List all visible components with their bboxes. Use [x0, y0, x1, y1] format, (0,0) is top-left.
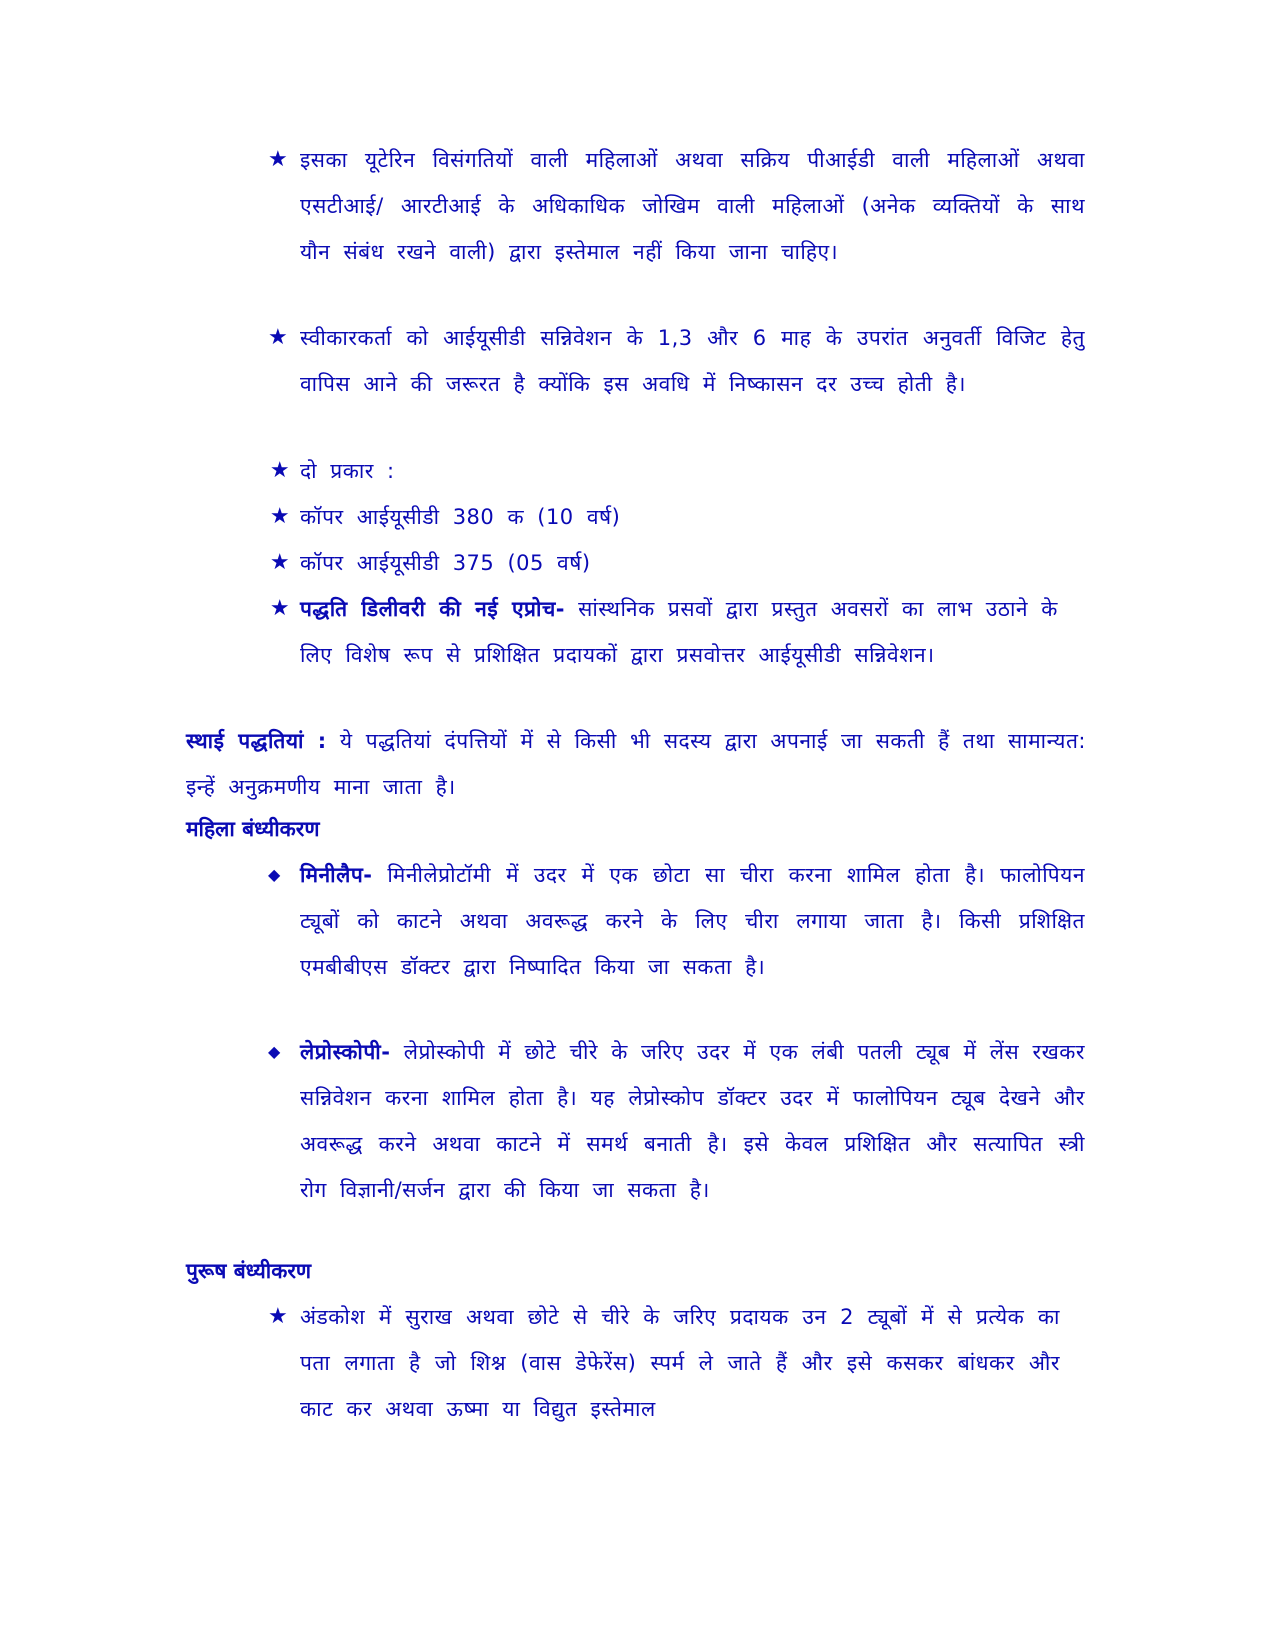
star-bullet-icon: ★ — [269, 504, 291, 529]
star-bullet-icon: ★ — [269, 596, 291, 621]
star-bullet-icon: ★ — [268, 325, 289, 350]
list-item — [268, 137, 1085, 275]
permanent-methods-text: ये पद्धतियां दंपत्तियों में से किसी भी सदस्य द्वारा अपनाई जा सकती हैं तथा सामान्यत: इन्हें अनुक्रमणीय माना जाता है। — [186, 729, 1086, 799]
item-text: इसका यूटेरिन विसंगतियों वाली महिलाओं अथवा सक्रिय पीआईडी वाली महिलाओं अथवा एसटीआई/ आरटीआई के अधिकाधिक जोखिम वाली महिलाओं (अनेक व्यक्तियों के साथ यौन संबंध रखने वाली) द्वारा इस्तेमाल नहीं किया जाना चाहिए। — [300, 148, 1085, 264]
list-item — [268, 1294, 1060, 1432]
item-text: कॉपर आईयूसीडी 380 क (10 वर्ष) — [300, 505, 621, 529]
item-title: पद्धति डिलीवरी की नई एप्रोच- — [300, 597, 565, 621]
item-text: अंडकोश में सुराख अथवा छोटे से चीरे के जरिए प्रदायक उन 2 ट्यूबों में से प्रत्येक का पता लगाता है जो शिश्न (वास डेफेरेंस) स्पर्म ले जाते हैं और इसे कसकर बांधकर और काट कर अथवा ऊष्मा या विद्युत इस्तेमाल — [300, 1305, 1060, 1421]
item-text: कॉपर आईयूसीडी 375 (05 वर्ष) — [300, 551, 591, 575]
list-item — [269, 448, 1085, 494]
item-title: लेप्रोस्कोपी- — [300, 1040, 391, 1064]
diamond-bullet-icon: ◆ — [268, 865, 281, 884]
item-text: दो प्रकार : — [300, 459, 395, 483]
diamond-bullet-icon: ◆ — [268, 1042, 281, 1061]
item-text: लेप्रोस्कोपी में छोटे चीरे के जरिए उदर में एक लंबी पतली ट्यूब में लेंस रखकर सन्निवेशन करना शामिल होता है। यह लेप्रोस्कोप डॉक्टर उदर में फालोपियन ट्यूब देखने और अवरूद्ध करने अथवा काटने में समर्थ बनाती है। इसे केवल प्रशिक्षित और सत्यापित स्त्री रोग विज्ञानी/सर्जन द्वारा की किया जा सकता है। — [300, 1040, 1085, 1202]
list-item — [268, 1029, 1085, 1213]
list-item — [269, 494, 1085, 540]
star-bullet-icon: ★ — [268, 1304, 289, 1329]
star-bullet-icon: ★ — [268, 147, 289, 172]
list-item — [269, 540, 1085, 586]
item-text: सांस्थनिक प्रसवों द्वारा प्रस्तुत अवसरों का लाभ उठाने के लिए विशेष रूप से प्रशिक्षित प्रदायकों द्वारा प्रसवोत्तर आईयूसीडी सन्निवेशन। — [300, 597, 1058, 667]
star-bullet-icon: ★ — [269, 458, 291, 483]
permanent-methods-paragraph — [186, 718, 1086, 810]
item-text: मिनीलेप्रोटॉमी में उदर में एक छोटा सा चीरा करना शामिल होता है। फालोपियन ट्यूबों को काटने अथवा अवरूद्ध करने के लिए चीरा लगाया जाता है। किसी प्रशिक्षित एमबीबीएस डॉक्टर द्वारा निष्पादित किया जा सकता है। — [300, 863, 1085, 979]
list-item — [268, 315, 1085, 407]
list-item — [269, 586, 1060, 678]
female-sterilization-heading: महिला बंध्यीकरण — [186, 817, 320, 841]
star-bullet-icon: ★ — [269, 550, 291, 575]
list-item — [268, 852, 1085, 990]
item-title: मिनीलैप- — [300, 863, 373, 887]
permanent-methods-heading: स्थाई पद्धतियां : — [186, 729, 327, 753]
item-text: स्वीकारकर्ता को आईयूसीडी सन्निवेशन के 1,3 और 6 माह के उपरांत अनुवर्ती विजिट हेतु वापिस आने की जरूरत है क्योंकि इस अवधि में निष्कासन दर उच्च होती है। — [300, 326, 1085, 396]
male-sterilization-heading: पुरूष बंध्यीकरण — [186, 1259, 312, 1283]
